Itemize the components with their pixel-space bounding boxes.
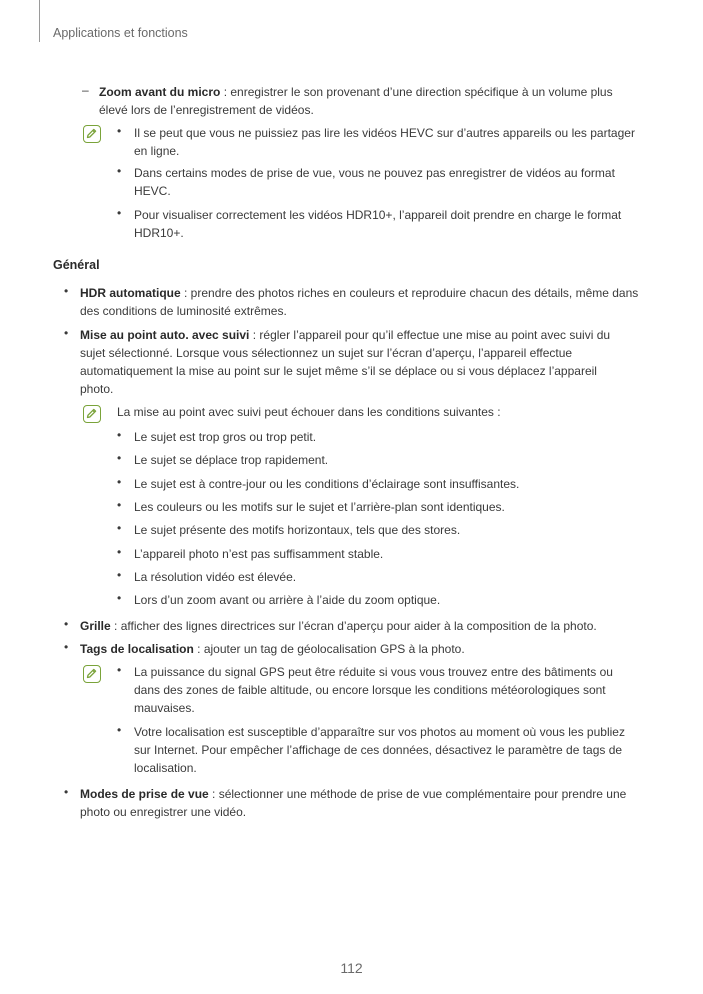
note-icon: [83, 125, 101, 143]
bullet: •: [117, 723, 122, 737]
hdr-desc: : prendre des photos riches en couleurs et reproduire chacun des détails, même dans des conditions de luminosité extrêmes.: [80, 286, 639, 318]
note3-item-2: Votre localisation est susceptible d’apparaître sur vos photos au moment où vous les publiez sur Internet. Pour empêcher l’affichage de ces données, désactivez le paramètre de tags de localisation.: [134, 725, 625, 775]
bullet: •: [117, 124, 122, 138]
bullet: •: [64, 785, 69, 799]
page-header: Applications et fonctions: [53, 26, 188, 40]
location-desc: : ajouter un tag de géolocalisation GPS à la photo.: [193, 642, 465, 656]
bullet: •: [64, 640, 69, 654]
location-term: Tags de localisation: [80, 642, 194, 656]
bullet: •: [117, 428, 122, 442]
note-icon: [83, 665, 101, 683]
bullet: •: [64, 284, 69, 298]
bullet: •: [117, 521, 122, 535]
note2-item-7: La résolution vidéo est élevée.: [134, 570, 297, 584]
hdr-item: [80, 284, 645, 320]
bullet: •: [117, 498, 122, 512]
note-icon: [83, 405, 101, 423]
note2-item-8: Lors d’un zoom avant ou arrière à l’aide du zoom optique.: [134, 593, 441, 607]
section-title: Général: [53, 258, 100, 272]
tracking-desc: : régler l’appareil pour qu’il effectue une mise au point avec suivi du sujet sélectionné. Lorsque vous sélectionnez un sujet sur l’écran d’aperçu, l’appareil effectue automatiquement la mise au point sur le sujet même s’il se déplace ou si vous déplacez l’appareil photo.: [80, 328, 611, 396]
note2-item-4: Les couleurs ou les motifs sur le sujet et l’arrière-plan sont identiques.: [134, 500, 505, 514]
bullet: •: [117, 663, 122, 677]
bullet: •: [117, 591, 122, 605]
note2-item-2: Le sujet se déplace trop rapidement.: [134, 453, 329, 467]
note1-item-2: Dans certains modes de prise de vue, vous ne pouvez pas enregistrer de vidéos au format HEVC.: [134, 166, 615, 198]
note3-item-1: La puissance du signal GPS peut être réduite si vous vous trouvez entre des bâtiments ou dans des zones de faible altitude, ou encore lorsque les conditions météorologiques sont mauvaises.: [134, 665, 613, 715]
note2-item-5: Le sujet présente des motifs horizontaux, tels que des stores.: [134, 523, 461, 537]
bullet: •: [117, 164, 122, 178]
zoom-micro-term: Zoom avant du micro: [99, 85, 221, 99]
grid-term: Grille: [80, 619, 111, 633]
grid-item: [80, 617, 660, 635]
bullet: •: [64, 326, 69, 340]
zoom-micro-desc: : enregistrer le son provenant d’une direction spécifique à un volume plus élevé lors de l’enregistrement de vidéos.: [99, 85, 613, 117]
note1-item-1: Il se peut que vous ne puissiez pas lire les vidéos HEVC sur d’autres appareils ou les partager en ligne.: [134, 126, 635, 158]
page-number: 112: [340, 960, 363, 976]
tracking-term: Mise au point auto. avec suivi: [80, 328, 250, 342]
location-item: [80, 640, 660, 658]
bullet: •: [64, 617, 69, 631]
bullet: •: [117, 451, 122, 465]
note2-item-1: Le sujet est trop gros ou trop petit.: [134, 430, 317, 444]
note2-item-3: Le sujet est à contre-jour ou les conditions d’éclairage sont insuffisantes.: [134, 477, 520, 491]
bullet: •: [117, 206, 122, 220]
bullet: •: [117, 475, 122, 489]
bullet: •: [117, 545, 122, 559]
tracking-item: [80, 326, 630, 398]
grid-desc: : afficher des lignes directrices sur l’écran d’aperçu pour aider à la composition de la photo.: [110, 619, 597, 633]
zoom-micro-item: [99, 83, 644, 119]
note1-item-3: Pour visualiser correctement les vidéos HDR10+, l’appareil doit prendre en charge le format HDR10+.: [134, 208, 622, 240]
modes-desc: : sélectionner une méthode de prise de vue complémentaire pour prendre une photo ou enregistrer une vidéo.: [80, 787, 627, 819]
note2-intro: La mise au point avec suivi peut échouer dans les conditions suivantes :: [117, 405, 501, 419]
hdr-term: HDR automatique: [80, 286, 181, 300]
note2-item-6: L’appareil photo n’est pas suffisamment stable.: [134, 547, 384, 561]
bullet: •: [117, 568, 122, 582]
page-margin-line: [39, 0, 40, 42]
modes-item: [80, 785, 645, 821]
dash-marker: –: [82, 83, 89, 97]
modes-term: Modes de prise de vue: [80, 787, 209, 801]
